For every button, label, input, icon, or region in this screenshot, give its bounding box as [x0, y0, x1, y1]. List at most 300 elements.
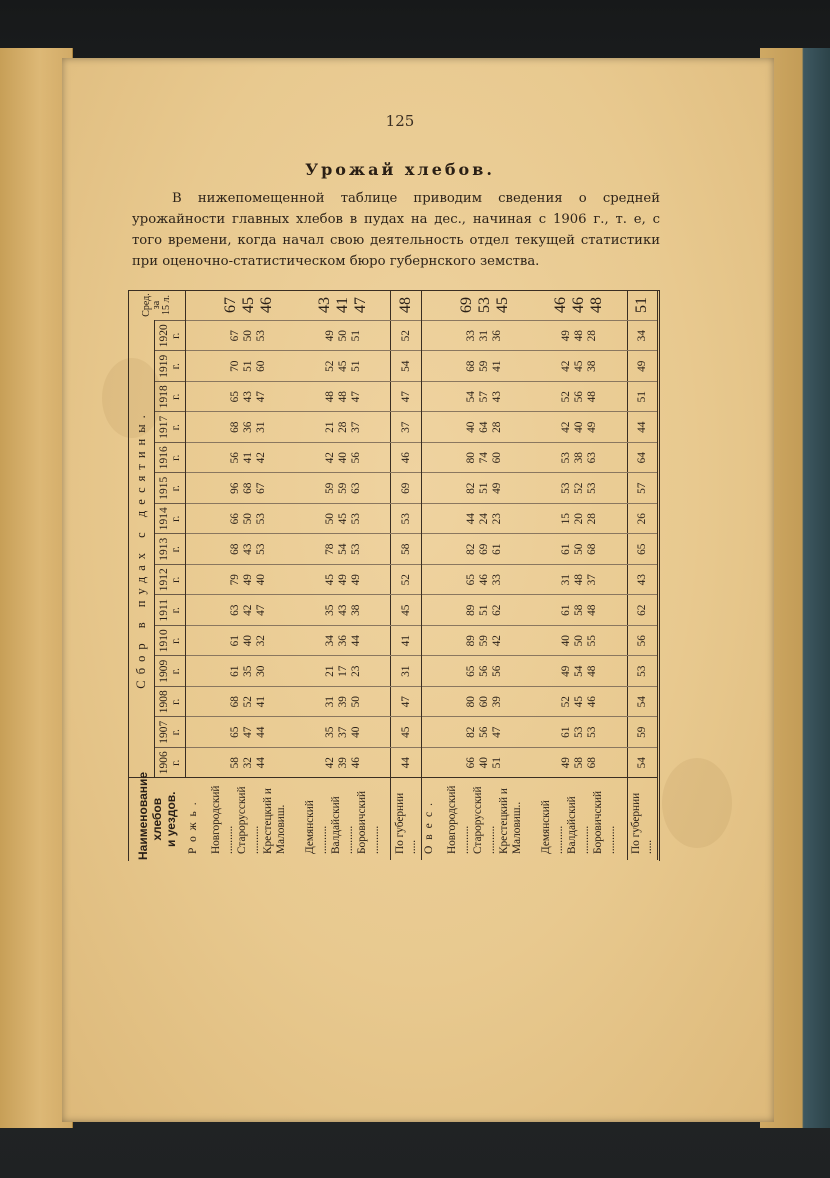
yield-values-line: 55: [585, 635, 598, 647]
yield-values-line: 53: [585, 726, 598, 738]
yield-values-line: 48: [585, 604, 598, 616]
average-values-line: 48: [588, 297, 606, 313]
province-total-value: 41: [391, 626, 421, 657]
yield-values: [532, 504, 627, 535]
yield-values-line: 37: [336, 726, 349, 738]
yield-values-line: 65: [465, 574, 478, 586]
yield-values-line: 45: [323, 574, 336, 586]
year-header: 1918 г.: [155, 382, 186, 413]
yield-values-line: 51: [478, 482, 491, 494]
province-total-value: 52: [391, 565, 421, 596]
yield-values-line: 60: [255, 360, 267, 372]
yield-values-line: 61: [491, 543, 504, 555]
page-title: Урожай хлебов.: [305, 160, 495, 179]
yield-values-line: 52: [572, 482, 585, 494]
year-header: 1907 г.: [155, 717, 186, 748]
yield-values-line: 68: [229, 543, 241, 555]
province-total-value: 47: [391, 687, 421, 718]
province-total-value: 62: [627, 595, 657, 626]
yield-values-line: 53: [255, 330, 267, 342]
yield-values: [438, 626, 533, 657]
names-header-line: и уездов.: [163, 791, 178, 848]
province-total-value: 54: [627, 748, 657, 779]
yield-values-line: 68: [229, 696, 241, 708]
average-values-line: 53: [475, 297, 493, 313]
province-total-value: 54: [391, 351, 421, 382]
yield-values-line: 47: [255, 604, 267, 616]
yield-values-line: 54: [572, 665, 585, 677]
empty-cell: [186, 473, 202, 504]
empty-cell: [421, 290, 437, 321]
province-total-average: 48: [391, 290, 421, 321]
empty-cell: [186, 382, 202, 413]
yield-values: [201, 626, 296, 657]
province-total-value: 31: [391, 656, 421, 687]
district-names-line: Новгородский ..........: [209, 785, 235, 854]
empty-cell: [421, 565, 437, 596]
province-total-value: 26: [627, 504, 657, 535]
yield-values-line: 65: [229, 726, 241, 738]
empty-cell: [421, 321, 437, 352]
table-header: [128, 290, 186, 860]
yield-values-line: 56: [478, 665, 491, 677]
province-total-label: По губернии .....: [627, 778, 657, 860]
yield-values-line: 40: [349, 726, 362, 738]
yield-values-line: 61: [559, 543, 572, 555]
yield-values: [532, 565, 627, 596]
yield-values-line: 51: [242, 360, 254, 372]
yield-values-line: 67: [255, 482, 267, 494]
yield-values: [532, 473, 627, 504]
yield-values-line: 53: [559, 452, 572, 464]
yield-values-line: 61: [229, 665, 241, 677]
yield-values-line: 38: [585, 360, 598, 372]
yield-values: [532, 748, 627, 779]
yield-values-line: 20: [572, 513, 585, 525]
empty-cell: [421, 626, 437, 657]
province-total-row: [627, 290, 657, 860]
yield-values: [296, 473, 391, 504]
yield-values: [532, 351, 627, 382]
district-group-row: [532, 290, 627, 860]
yield-values-line: 42: [242, 604, 254, 616]
yield-values-line: 82: [465, 482, 478, 494]
yield-values-line: 40: [255, 574, 267, 586]
yield-values-line: 33: [465, 330, 478, 342]
yield-values-line: 28: [336, 421, 349, 433]
yield-values: [438, 473, 533, 504]
empty-cell: [186, 443, 202, 474]
empty-cell: [186, 656, 202, 687]
yield-values-line: 52: [242, 696, 254, 708]
year-header: 1910 г.: [155, 626, 186, 657]
yield-values-line: 50: [323, 513, 336, 525]
empty-cell: [186, 290, 202, 321]
yield-values-line: 41: [491, 360, 504, 372]
average-values-line: 41: [334, 297, 352, 313]
yield-values: [438, 687, 533, 718]
yield-values-line: 54: [336, 543, 349, 555]
yield-values-line: 47: [491, 726, 504, 738]
yield-values-line: 56: [229, 452, 241, 464]
average-header-line: 15 л.: [160, 295, 172, 315]
header-row-group: [128, 290, 155, 860]
province-total-value: 51: [627, 382, 657, 413]
yield-values-line: 56: [478, 726, 491, 738]
yield-values: [201, 412, 296, 443]
intro-paragraph: В нижепомещенной таблице приводим сведения о средней урожайности главных хлебов в пудах на дес., начиная с 1906 г., т. е, с того времени, когда начал свою деятельность отдел текущей статистики при оценочно-статистическом бюро губернского земства.: [132, 191, 660, 269]
yield-values-line: 61: [559, 726, 572, 738]
names-column-header: [128, 771, 186, 860]
yield-values-line: 56: [572, 391, 585, 403]
yield-values-line: 32: [242, 757, 254, 769]
yield-values-line: 54: [465, 391, 478, 403]
district-names: [532, 778, 627, 860]
yield-values-line: 70: [229, 360, 241, 372]
empty-cell: [421, 382, 437, 413]
province-total-average: 51: [627, 290, 657, 321]
yield-values-line: 49: [559, 665, 572, 677]
yield-values-line: 45: [336, 360, 349, 372]
yield-values-line: 57: [478, 391, 491, 403]
yield-values: [201, 321, 296, 352]
empty-cell: [186, 717, 202, 748]
yield-values-line: 44: [349, 635, 362, 647]
year-header: 1919 г.: [155, 351, 186, 382]
yield-values: [438, 534, 533, 565]
yield-values-line: 47: [255, 391, 267, 403]
yield-values-line: 44: [465, 513, 478, 525]
empty-cell: [421, 687, 437, 718]
yield-values-line: 50: [336, 330, 349, 342]
yield-values-line: 42: [491, 635, 504, 647]
yield-values: [296, 565, 391, 596]
yield-values-line: 39: [491, 696, 504, 708]
table-body: [186, 290, 658, 860]
empty-cell: [421, 717, 437, 748]
yield-values: [201, 443, 296, 474]
year-header: 1912 г.: [155, 565, 186, 596]
province-total-value: 34: [627, 321, 657, 352]
yield-values-line: 58: [572, 757, 585, 769]
yield-values-line: 64: [478, 421, 491, 433]
yield-values-line: 59: [478, 360, 491, 372]
yield-values-line: 46: [349, 757, 362, 769]
average-values: [296, 290, 391, 321]
year-header: 1914 г.: [155, 504, 186, 535]
district-names-line: Крестецкий и Маловиш.: [261, 788, 287, 854]
empty-cell: [421, 748, 437, 779]
yield-values-line: 35: [323, 604, 336, 616]
empty-cell: [421, 412, 437, 443]
section-label-row: [421, 290, 437, 860]
province-total-value: 53: [627, 656, 657, 687]
yield-values-line: 41: [242, 452, 254, 464]
yield-values-line: 61: [559, 604, 572, 616]
yield-values-line: 68: [242, 482, 254, 494]
province-total-value: 45: [391, 717, 421, 748]
yield-values-line: 33: [491, 574, 504, 586]
yield-values-line: 48: [572, 330, 585, 342]
empty-cell: [186, 687, 202, 718]
district-names: [201, 778, 296, 860]
yield-values-line: 96: [229, 482, 241, 494]
yield-values: [532, 717, 627, 748]
yield-values-line: 59: [336, 482, 349, 494]
yield-values: [532, 656, 627, 687]
yield-values-line: 53: [572, 726, 585, 738]
yield-values: [532, 687, 627, 718]
yield-values-line: 28: [585, 513, 598, 525]
yield-values-line: 49: [559, 330, 572, 342]
yield-values-line: 56: [491, 665, 504, 677]
yield-values-line: 56: [349, 452, 362, 464]
yield-values-line: 40: [478, 757, 491, 769]
empty-cell: [186, 565, 202, 596]
yield-values-line: 49: [336, 574, 349, 586]
yield-values: [532, 534, 627, 565]
yield-values-line: 53: [255, 513, 267, 525]
yield-values: [201, 565, 296, 596]
yield-values-line: 63: [229, 604, 241, 616]
yield-values: [296, 748, 391, 779]
yield-values-line: 65: [465, 665, 478, 677]
yield-values-line: 42: [255, 452, 267, 464]
province-total-value: 47: [391, 382, 421, 413]
district-names-line: Старорусский ..........: [471, 786, 497, 854]
yield-values-line: 28: [491, 421, 504, 433]
yield-values-line: 45: [572, 696, 585, 708]
yield-values-line: 42: [559, 360, 572, 372]
paper-stain: [662, 758, 732, 848]
district-names: [296, 778, 391, 860]
yield-values-line: 49: [491, 482, 504, 494]
average-values-line: 45: [239, 297, 257, 313]
yield-values: [296, 321, 391, 352]
yield-values-line: 66: [229, 513, 241, 525]
district-names-line: Боровичский ..........: [592, 790, 618, 854]
yield-values: [532, 443, 627, 474]
yield-values-line: 48: [323, 391, 336, 403]
province-total-value: 54: [627, 687, 657, 718]
average-header-line: Сред.: [140, 293, 152, 317]
district-names-line: Демянский ..........: [304, 800, 330, 854]
average-values-line: 46: [570, 297, 588, 313]
yield-values: [438, 443, 533, 474]
yield-values-line: 49: [349, 574, 362, 586]
yield-values: [296, 351, 391, 382]
yield-values-line: 47: [242, 726, 254, 738]
yield-values: [201, 595, 296, 626]
yield-values-line: 46: [478, 574, 491, 586]
yield-values-line: 23: [491, 513, 504, 525]
yield-values-line: 89: [465, 604, 478, 616]
yield-values-line: 34: [323, 635, 336, 647]
district-names-line: Валдайский ..........: [330, 796, 356, 854]
yield-values-line: 52: [323, 360, 336, 372]
yield-values-line: 53: [255, 543, 267, 555]
yield-values-line: 40: [559, 635, 572, 647]
empty-cell: [421, 595, 437, 626]
district-names-line: Новгородский ..........: [445, 785, 471, 854]
yield-values-line: 50: [242, 330, 254, 342]
yield-values-line: 28: [585, 330, 598, 342]
yield-values-line: 32: [255, 635, 267, 647]
empty-cell: [421, 443, 437, 474]
yield-values-line: 60: [478, 696, 491, 708]
yield-values-line: 43: [491, 391, 504, 403]
yield-values-line: 48: [336, 391, 349, 403]
yield-values-line: 23: [349, 665, 362, 677]
yield-values: [296, 382, 391, 413]
yield-values: [532, 595, 627, 626]
yield-values-line: 43: [242, 543, 254, 555]
yield-values: [438, 656, 533, 687]
yield-values-line: 50: [349, 696, 362, 708]
province-total-value: 58: [391, 534, 421, 565]
yield-values-line: 21: [323, 665, 336, 677]
yield-values-line: 45: [336, 513, 349, 525]
yield-values-line: 53: [349, 513, 362, 525]
yield-values: [438, 504, 533, 535]
yield-values: [296, 717, 391, 748]
average-values: [532, 290, 627, 321]
empty-cell: [421, 504, 437, 535]
yield-values-line: 61: [229, 635, 241, 647]
empty-cell: [186, 534, 202, 565]
yield-values-line: 35: [323, 726, 336, 738]
province-total-value: 44: [391, 748, 421, 779]
yield-values-line: 45: [572, 360, 585, 372]
yield-values-line: 35: [242, 665, 254, 677]
province-total-value: 52: [391, 321, 421, 352]
yield-values-line: 31: [478, 330, 491, 342]
average-values: [201, 290, 296, 321]
yield-values: [438, 595, 533, 626]
yield-values-line: 53: [349, 543, 362, 555]
yield-values-line: 37: [585, 574, 598, 586]
yield-values-line: 67: [229, 330, 241, 342]
harvest-table-container: [128, 290, 658, 860]
empty-cell: [421, 656, 437, 687]
yield-values-line: 39: [336, 757, 349, 769]
yield-values-line: 59: [478, 635, 491, 647]
yield-values-line: 48: [585, 391, 598, 403]
yield-values-line: 49: [559, 757, 572, 769]
yield-values: [296, 626, 391, 657]
yield-values-line: 38: [572, 452, 585, 464]
yield-values-line: 82: [465, 726, 478, 738]
yield-values-line: 65: [229, 391, 241, 403]
yield-values: [201, 382, 296, 413]
yield-values-line: 79: [229, 574, 241, 586]
year-header: 1911 г.: [155, 595, 186, 626]
province-total-value: 49: [627, 351, 657, 382]
yield-values: [438, 748, 533, 779]
empty-cell: [186, 321, 202, 352]
yield-values: [438, 382, 533, 413]
yield-values-line: 49: [323, 330, 336, 342]
yield-values-line: 52: [559, 696, 572, 708]
district-names-line: Валдайский ..........: [566, 796, 592, 854]
yield-values: [438, 321, 533, 352]
province-total-value: 64: [627, 443, 657, 474]
yield-values-line: 48: [572, 574, 585, 586]
yield-values-line: 38: [349, 604, 362, 616]
province-total-value: 44: [627, 412, 657, 443]
empty-cell: [421, 534, 437, 565]
average-values-line: 67: [221, 297, 239, 313]
year-header: 1916 г.: [155, 443, 186, 474]
district-names-line: Демянский ..........: [540, 800, 566, 854]
average-values-line: 46: [257, 297, 275, 313]
district-names: [438, 778, 533, 860]
yield-values: [438, 565, 533, 596]
yield-values-line: 43: [242, 391, 254, 403]
average-values-line: 45: [493, 297, 511, 313]
yield-values-line: 50: [572, 635, 585, 647]
yield-values-line: 60: [491, 452, 504, 464]
yield-values-line: 36: [336, 635, 349, 647]
yield-values-line: 48: [585, 665, 598, 677]
yield-values: [296, 534, 391, 565]
yield-values: [201, 748, 296, 779]
rotated-table: [128, 290, 658, 860]
yield-values: [296, 443, 391, 474]
district-names-line: Крестецкий и Маловиш..: [497, 788, 523, 854]
average-values-line: 69: [457, 297, 475, 313]
empty-cell: [421, 351, 437, 382]
district-group-row: [438, 290, 533, 860]
yield-values-line: 68: [465, 360, 478, 372]
yield-values-line: 82: [465, 543, 478, 555]
year-header: 1908 г.: [155, 687, 186, 718]
year-header: 1920 г.: [155, 321, 186, 352]
yield-values: [532, 321, 627, 352]
yield-values-line: 44: [255, 726, 267, 738]
yield-values-line: 42: [323, 757, 336, 769]
yield-values-line: 40: [336, 452, 349, 464]
yield-values-line: 37: [349, 421, 362, 433]
yield-values-line: 24: [478, 513, 491, 525]
province-total-value: 57: [627, 473, 657, 504]
yield-values-line: 40: [465, 421, 478, 433]
yield-values-line: 51: [478, 604, 491, 616]
section-label: Овес.: [421, 778, 437, 860]
yield-values: [532, 382, 627, 413]
province-total-value: 69: [391, 473, 421, 504]
empty-cell: [186, 595, 202, 626]
yield-values: [201, 351, 296, 382]
year-header: 1906 г.: [155, 748, 186, 779]
yield-values-line: 31: [323, 696, 336, 708]
average-values-line: 46: [552, 297, 570, 313]
yield-values-line: 69: [478, 543, 491, 555]
yield-values-line: 63: [585, 452, 598, 464]
yield-values-line: 17: [336, 665, 349, 677]
district-names-line: Боровичский ..........: [356, 790, 382, 854]
yield-values: [532, 626, 627, 657]
section-label-row: [186, 290, 202, 860]
year-header: 1917 г.: [155, 412, 186, 443]
empty-cell: [186, 748, 202, 779]
harvest-table: [128, 290, 658, 860]
province-total-label: По губернии .....: [391, 778, 421, 860]
yield-values: [532, 412, 627, 443]
yield-values-line: 89: [465, 635, 478, 647]
yield-values-line: 51: [491, 757, 504, 769]
year-header: 1913 г.: [155, 534, 186, 565]
